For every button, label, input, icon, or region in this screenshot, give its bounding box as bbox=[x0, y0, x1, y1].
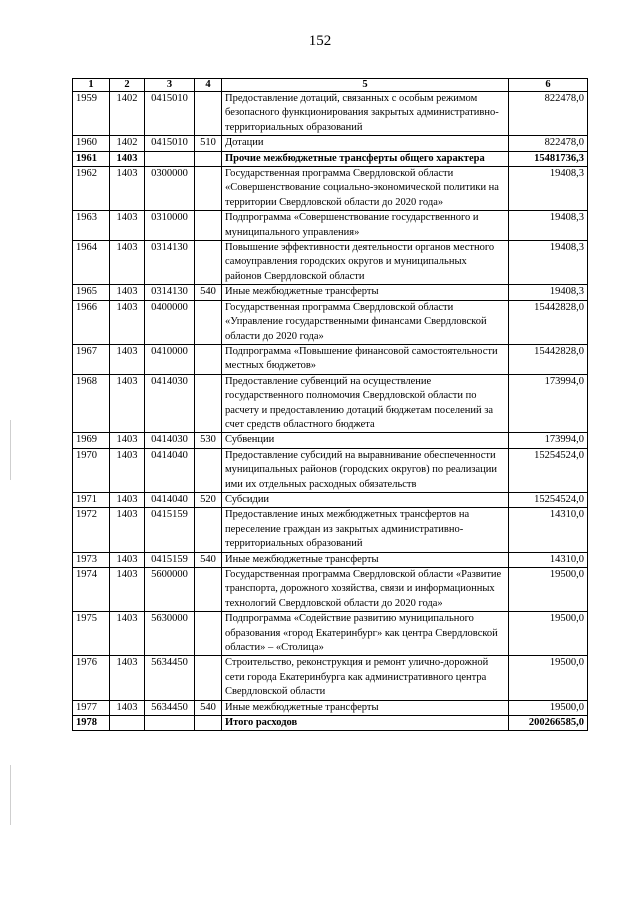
expense-type-cell bbox=[195, 508, 222, 552]
amount-cell: 19500,0 bbox=[509, 656, 588, 700]
table-row bbox=[73, 151, 588, 166]
amount-cell: 173994,0 bbox=[509, 433, 588, 448]
section-code-cell: 1403 bbox=[110, 508, 145, 552]
row-number-cell: 1977 bbox=[73, 700, 110, 715]
item-name-cell: Дотации bbox=[222, 136, 509, 151]
amount-cell: 822478,0 bbox=[509, 136, 588, 151]
section-code-cell: 1402 bbox=[110, 92, 145, 136]
section-code-cell: 1403 bbox=[110, 167, 145, 211]
target-article-cell: 0414040 bbox=[145, 492, 195, 507]
table-row bbox=[73, 700, 588, 715]
column-header: 4 bbox=[195, 79, 222, 92]
expense-type-cell bbox=[195, 374, 222, 433]
section-code-cell: 1403 bbox=[110, 433, 145, 448]
row-number-cell: 1970 bbox=[73, 448, 110, 492]
row-number-cell: 1971 bbox=[73, 492, 110, 507]
expense-type-cell bbox=[195, 612, 222, 656]
item-name-cell: Предоставление иных межбюджетных трансфертов на переселение граждан из закрытых административно-территориальных образований bbox=[222, 508, 509, 552]
target-article-cell: 0415010 bbox=[145, 92, 195, 136]
amount-cell: 173994,0 bbox=[509, 374, 588, 433]
row-number-cell: 1974 bbox=[73, 568, 110, 612]
table-row bbox=[73, 92, 588, 136]
section-code-cell: 1403 bbox=[110, 656, 145, 700]
item-name-cell: Предоставление субвенций на осуществление государственного полномочия Свердловской области по расчету и предоставлению дотаций бюджетам поселений за счет средств областного бюджета bbox=[222, 374, 509, 433]
table-row bbox=[73, 344, 588, 374]
expense-type-cell bbox=[195, 151, 222, 166]
target-article-cell: 0300000 bbox=[145, 167, 195, 211]
item-name-cell: Подпрограмма «Повышение финансовой самостоятельности местных бюджетов» bbox=[222, 344, 509, 374]
section-code-cell: 1403 bbox=[110, 344, 145, 374]
amount-cell: 19408,3 bbox=[509, 167, 588, 211]
target-article-cell: 5634450 bbox=[145, 700, 195, 715]
item-name-cell: Иные межбюджетные трансферты bbox=[222, 552, 509, 567]
row-number-cell: 1975 bbox=[73, 612, 110, 656]
item-name-cell: Предоставление субсидий на выравнивание обеспеченности муниципальных районов (городских округов) по реализации ими их отдельных расходных обязательств bbox=[222, 448, 509, 492]
table-row bbox=[73, 492, 588, 507]
item-name-cell: Государственная программа Свердловской области «Совершенствование социально-экономической политики на территории Свердловской области до 2020 года» bbox=[222, 167, 509, 211]
item-name-cell: Иные межбюджетные трансферты bbox=[222, 700, 509, 715]
table-row bbox=[73, 374, 588, 433]
table-row bbox=[73, 241, 588, 285]
expense-type-cell bbox=[195, 167, 222, 211]
target-article-cell: 0415159 bbox=[145, 552, 195, 567]
target-article-cell: 0414040 bbox=[145, 448, 195, 492]
expense-type-cell bbox=[195, 448, 222, 492]
target-article-cell: 0415159 bbox=[145, 508, 195, 552]
row-number-cell: 1978 bbox=[73, 716, 110, 731]
amount-cell: 19408,3 bbox=[509, 211, 588, 241]
item-name-cell: Итого расходов bbox=[222, 716, 509, 731]
table-row bbox=[73, 433, 588, 448]
expense-type-cell bbox=[195, 211, 222, 241]
section-code-cell: 1403 bbox=[110, 568, 145, 612]
item-name-cell: Субсидии bbox=[222, 492, 509, 507]
table-row bbox=[73, 716, 588, 731]
target-article-cell: 5634450 bbox=[145, 656, 195, 700]
expense-type-cell: 540 bbox=[195, 285, 222, 300]
amount-cell: 19408,3 bbox=[509, 285, 588, 300]
table-row bbox=[73, 656, 588, 700]
item-name-cell: Прочие межбюджетные трансферты общего характера bbox=[222, 151, 509, 166]
amount-cell: 14310,0 bbox=[509, 552, 588, 567]
target-article-cell: 0400000 bbox=[145, 300, 195, 344]
row-number-cell: 1972 bbox=[73, 508, 110, 552]
item-name-cell: Подпрограмма «Совершенствование государственного и муниципального управления» bbox=[222, 211, 509, 241]
expense-type-cell: 520 bbox=[195, 492, 222, 507]
table-row bbox=[73, 568, 588, 612]
expense-type-cell: 530 bbox=[195, 433, 222, 448]
section-code-cell: 1403 bbox=[110, 492, 145, 507]
expense-type-cell: 510 bbox=[195, 136, 222, 151]
table-header-row bbox=[73, 79, 588, 92]
section-code-cell bbox=[110, 716, 145, 731]
target-article-cell bbox=[145, 716, 195, 731]
target-article-cell bbox=[145, 151, 195, 166]
section-code-cell: 1403 bbox=[110, 211, 145, 241]
section-code-cell: 1403 bbox=[110, 448, 145, 492]
section-code-cell: 1403 bbox=[110, 374, 145, 433]
target-article-cell: 0414030 bbox=[145, 433, 195, 448]
expenditure-table bbox=[72, 78, 588, 731]
row-number-cell: 1959 bbox=[73, 92, 110, 136]
section-code-cell: 1403 bbox=[110, 700, 145, 715]
row-number-cell: 1969 bbox=[73, 433, 110, 448]
item-name-cell: Государственная программа Свердловской области «Развитие транспорта, дорожного хозяйства, связи и информационных технологий Свердловской области до 2020 года» bbox=[222, 568, 509, 612]
column-header: 2 bbox=[110, 79, 145, 92]
table-row bbox=[73, 167, 588, 211]
column-header: 3 bbox=[145, 79, 195, 92]
row-number-cell: 1963 bbox=[73, 211, 110, 241]
target-article-cell: 0314130 bbox=[145, 241, 195, 285]
amount-cell: 19500,0 bbox=[509, 612, 588, 656]
row-number-cell: 1968 bbox=[73, 374, 110, 433]
page-number: 152 bbox=[308, 33, 332, 49]
row-number-cell: 1965 bbox=[73, 285, 110, 300]
table-body bbox=[73, 92, 588, 731]
amount-cell: 19500,0 bbox=[509, 700, 588, 715]
amount-cell: 15481736,3 bbox=[509, 151, 588, 166]
row-number-cell: 1960 bbox=[73, 136, 110, 151]
row-number-cell: 1962 bbox=[73, 167, 110, 211]
row-number-cell: 1967 bbox=[73, 344, 110, 374]
target-article-cell: 0414030 bbox=[145, 374, 195, 433]
table-row bbox=[73, 300, 588, 344]
amount-cell: 15442828,0 bbox=[509, 300, 588, 344]
item-name-cell: Субвенции bbox=[222, 433, 509, 448]
item-name-cell: Строительство, реконструкция и ремонт улично-дорожной сети города Екатеринбурга как административного центра Свердловской области bbox=[222, 656, 509, 700]
target-article-cell: 0314130 bbox=[145, 285, 195, 300]
section-code-cell: 1403 bbox=[110, 241, 145, 285]
section-code-cell: 1403 bbox=[110, 151, 145, 166]
amount-cell: 19500,0 bbox=[509, 568, 588, 612]
row-number-cell: 1973 bbox=[73, 552, 110, 567]
amount-cell: 15254524,0 bbox=[509, 448, 588, 492]
table-row bbox=[73, 508, 588, 552]
expense-type-cell bbox=[195, 300, 222, 344]
target-article-cell: 0310000 bbox=[145, 211, 195, 241]
amount-cell: 822478,0 bbox=[509, 92, 588, 136]
expense-type-cell: 540 bbox=[195, 552, 222, 567]
column-header: 6 bbox=[509, 79, 588, 92]
expense-type-cell bbox=[195, 716, 222, 731]
item-name-cell: Предоставление дотаций, связанных с особым режимом безопасного функционирования закрытых административно-территориальных образований bbox=[222, 92, 509, 136]
table-row bbox=[73, 136, 588, 151]
row-number-cell: 1961 bbox=[73, 151, 110, 166]
target-article-cell: 0415010 bbox=[145, 136, 195, 151]
scan-edge-line bbox=[10, 420, 11, 480]
expense-type-cell bbox=[195, 344, 222, 374]
scan-edge-line bbox=[10, 765, 11, 825]
table-row bbox=[73, 612, 588, 656]
column-header: 5 bbox=[222, 79, 509, 92]
amount-cell: 15254524,0 bbox=[509, 492, 588, 507]
amount-cell: 19408,3 bbox=[509, 241, 588, 285]
item-name-cell: Повышение эффективности деятельности органов местного самоуправления городских округов и муниципальных районов Свердловской области bbox=[222, 241, 509, 285]
expense-type-cell: 540 bbox=[195, 700, 222, 715]
expense-type-cell bbox=[195, 656, 222, 700]
amount-cell: 200266585,0 bbox=[509, 716, 588, 731]
row-number-cell: 1964 bbox=[73, 241, 110, 285]
section-code-cell: 1403 bbox=[110, 612, 145, 656]
item-name-cell: Иные межбюджетные трансферты bbox=[222, 285, 509, 300]
section-code-cell: 1403 bbox=[110, 552, 145, 567]
section-code-cell: 1403 bbox=[110, 285, 145, 300]
row-number-cell: 1966 bbox=[73, 300, 110, 344]
target-article-cell: 5600000 bbox=[145, 568, 195, 612]
item-name-cell: Государственная программа Свердловской области «Управление государственными финансами Свердловской области до 2020 года» bbox=[222, 300, 509, 344]
table-row bbox=[73, 552, 588, 567]
section-code-cell: 1402 bbox=[110, 136, 145, 151]
item-name-cell: Подпрограмма «Содействие развитию муниципального образования «город Екатеринбург» как центра Свердловской области» – «Столица» bbox=[222, 612, 509, 656]
target-article-cell: 5630000 bbox=[145, 612, 195, 656]
target-article-cell: 0410000 bbox=[145, 344, 195, 374]
amount-cell: 15442828,0 bbox=[509, 344, 588, 374]
amount-cell: 14310,0 bbox=[509, 508, 588, 552]
expense-type-cell bbox=[195, 241, 222, 285]
expense-type-cell bbox=[195, 92, 222, 136]
table-row bbox=[73, 211, 588, 241]
row-number-cell: 1976 bbox=[73, 656, 110, 700]
expense-type-cell bbox=[195, 568, 222, 612]
section-code-cell: 1403 bbox=[110, 300, 145, 344]
table-row bbox=[73, 285, 588, 300]
column-header: 1 bbox=[73, 79, 110, 92]
table-row bbox=[73, 448, 588, 492]
